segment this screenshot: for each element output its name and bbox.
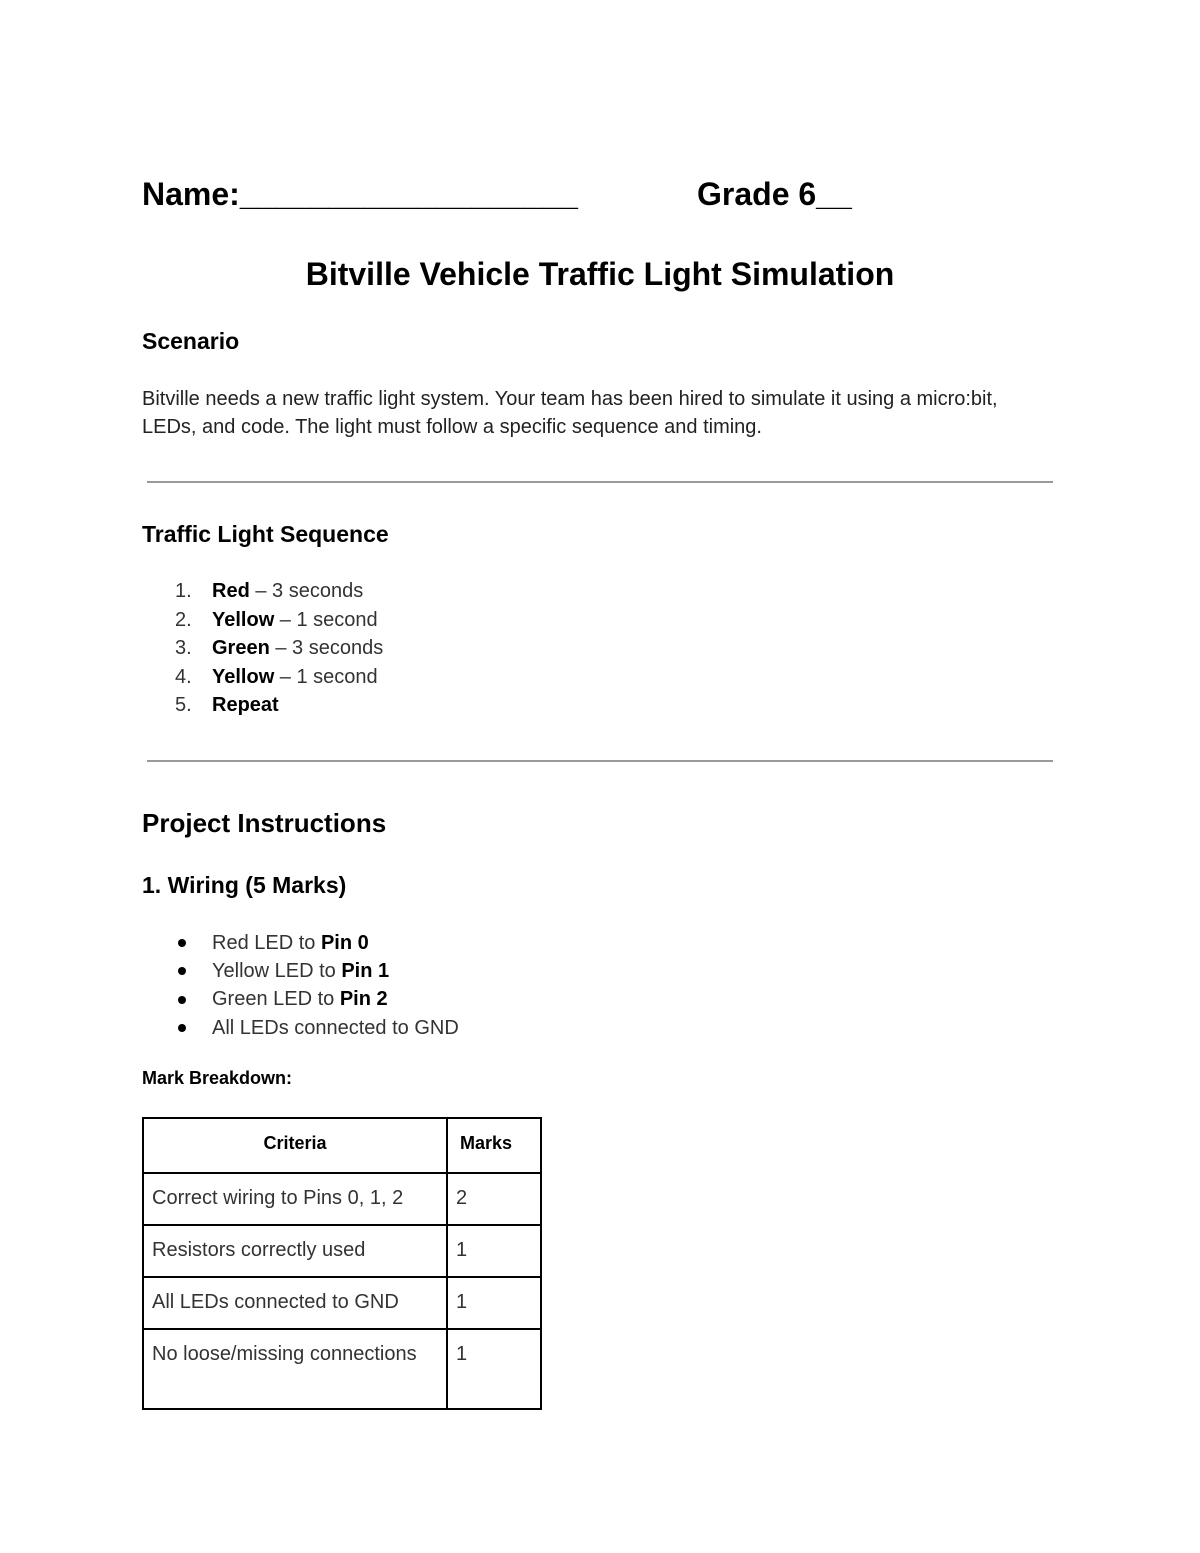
wiring-pin: Pin 1 <box>341 960 390 983</box>
criteria-cell: No loose/missing connections <box>143 1329 447 1409</box>
sequence-heading: Traffic Light Sequence <box>142 521 389 547</box>
table-row <box>143 1173 541 1225</box>
sequence-step-color: Yellow <box>212 665 275 688</box>
list-item <box>142 985 459 1013</box>
list-item <box>142 1014 459 1042</box>
sequence-step-detail: – 1 second <box>274 608 378 631</box>
list-item <box>142 957 459 985</box>
marks-table <box>142 1117 542 1410</box>
name-field-label: Name:___________________ <box>142 176 578 212</box>
column-header-criteria: Criteria <box>143 1118 447 1173</box>
sequence-step-color: Green <box>212 637 270 660</box>
bullet-icon <box>142 1014 212 1042</box>
scenario-paragraph: Bitville needs a new traffic light system. Your team has been hired to simulate it using a micro:bit, LEDs, and code. The light must follow a specific sequence and timing. <box>142 388 998 438</box>
mark-breakdown-label: Mark Breakdown: <box>142 1068 293 1088</box>
list-number: 2. <box>175 608 192 631</box>
list-item <box>142 929 459 957</box>
marks-cell: 1 <box>447 1225 541 1277</box>
sequence-list <box>142 577 383 720</box>
sequence-step-detail: – 1 second <box>274 665 378 688</box>
wiring-text: Red LED to <box>212 932 321 954</box>
table-row <box>143 1277 541 1329</box>
marks-cell: 1 <box>447 1277 541 1329</box>
list-number: 3. <box>175 637 192 660</box>
wiring-text: Green LED to <box>212 988 340 1011</box>
table-row <box>143 1329 541 1409</box>
wiring-text: Yellow LED to <box>212 960 342 983</box>
bullet-icon <box>142 957 212 985</box>
list-number: 4. <box>175 665 192 688</box>
list-item <box>142 606 383 635</box>
list-number: 1. <box>175 580 192 602</box>
list-item <box>142 634 383 663</box>
scenario-heading: Scenario <box>142 328 240 354</box>
section-divider <box>147 481 1053 483</box>
sequence-step-color: Yellow <box>212 608 275 631</box>
sequence-step-detail: – 3 seconds <box>249 580 364 602</box>
criteria-cell: Correct wiring to Pins 0, 1, 2 <box>143 1173 447 1225</box>
list-number: 5. <box>175 694 192 717</box>
bullet-icon <box>142 929 212 957</box>
marks-cell: 2 <box>447 1173 541 1225</box>
instructions-heading: Project Instructions <box>142 808 387 838</box>
sequence-step-detail: – 3 seconds <box>269 637 384 660</box>
wiring-text: All LEDs connected to GND <box>212 1016 459 1039</box>
sequence-step-color: Red <box>212 580 250 602</box>
page-title: Bitville Vehicle Traffic Light Simulation <box>305 256 895 292</box>
wiring-pin: Pin 2 <box>339 988 388 1011</box>
list-item <box>142 691 383 720</box>
criteria-cell: Resistors correctly used <box>143 1225 447 1277</box>
column-header-marks: Marks <box>447 1118 541 1173</box>
table-header-row <box>143 1118 541 1173</box>
bullet-icon <box>142 986 212 1014</box>
sequence-step-color: Repeat <box>212 694 279 717</box>
table-row <box>143 1225 541 1277</box>
wiring-heading: 1. Wiring (5 Marks) <box>142 872 347 898</box>
criteria-cell: All LEDs connected to GND <box>143 1277 447 1329</box>
wiring-pin: Pin 0 <box>320 932 369 954</box>
wiring-list <box>142 929 459 1042</box>
grade-label: Grade 6__ <box>697 176 852 212</box>
list-item <box>142 577 383 606</box>
list-item <box>142 663 383 692</box>
section-divider <box>147 760 1053 762</box>
marks-cell: 1 <box>447 1329 541 1409</box>
